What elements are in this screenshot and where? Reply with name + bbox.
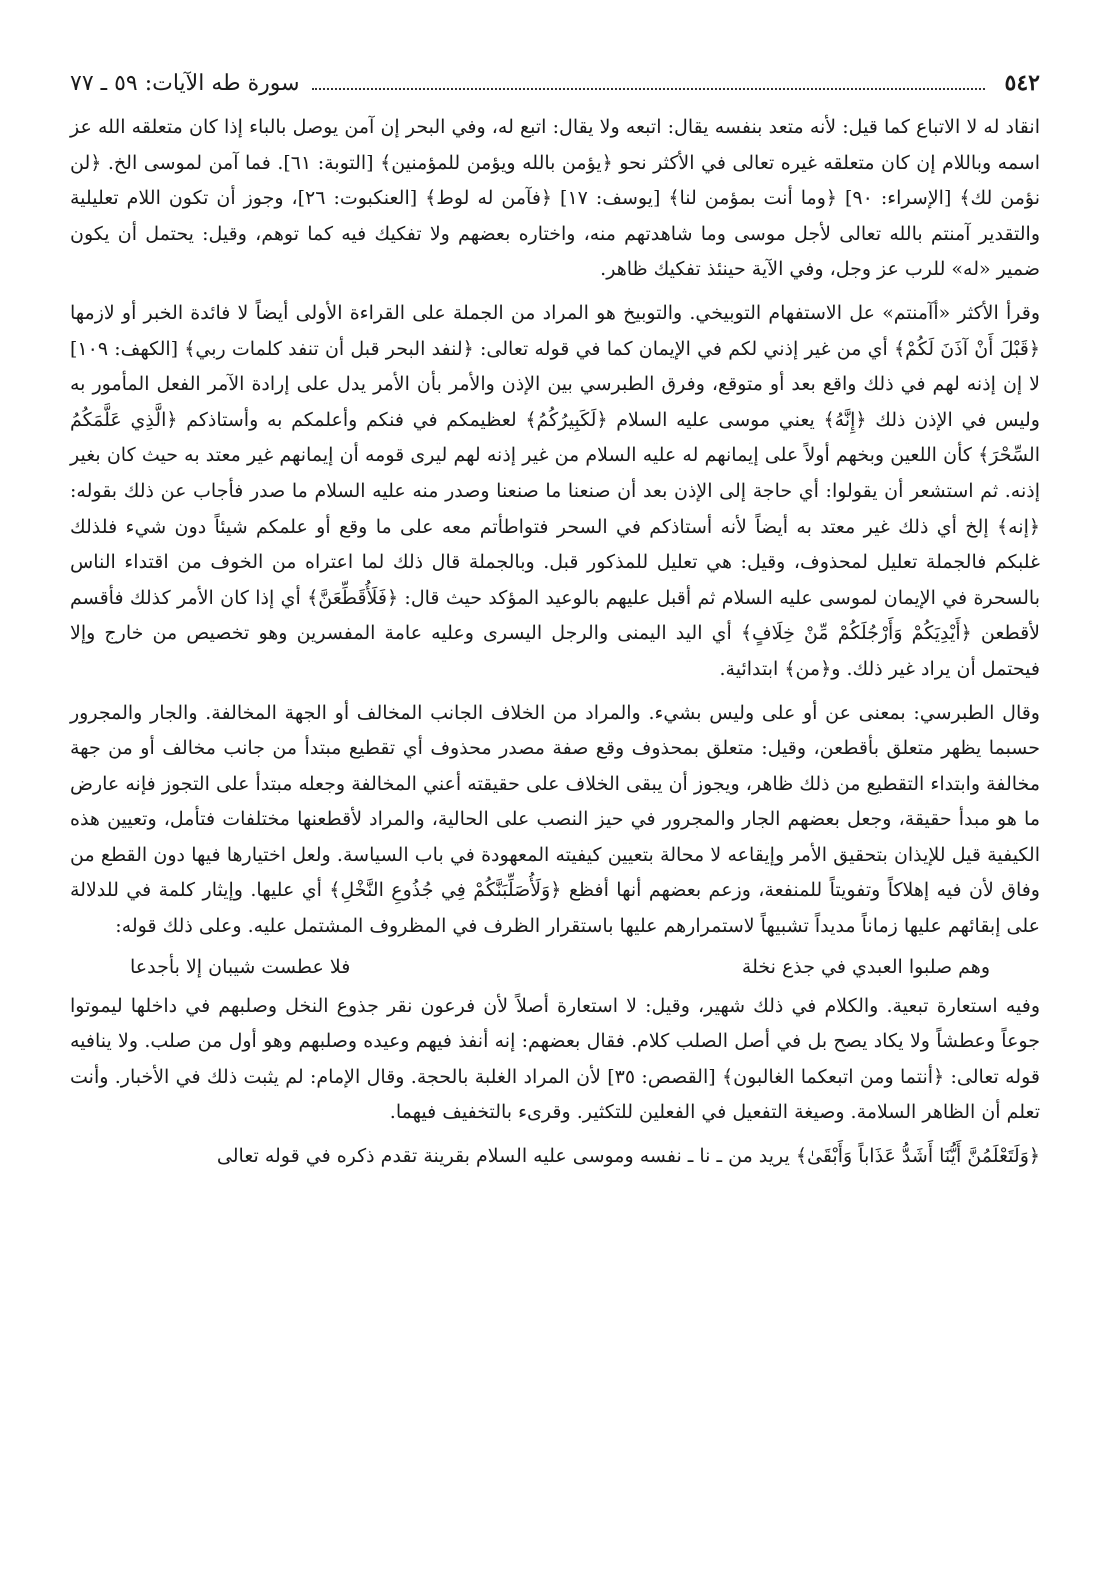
paragraph-2: وقرأ الأكثر «أآمنتم» عل الاستفهام التوبيخي. والتوبيخ هو المراد من الجملة على القراءة الأولى أيضاً لا فائدة الخبر أو لازمها ﴿قَبْلَ أَنْ آذَنَ لَكُمْ﴾ أي من غير إذني لكم في الإيمان كما في قوله تعالى: ﴿لنفد البحر قبل أن تنفد كلمات ربي﴾ [الكهف: ١٠٩] لا إن إذنه لهم في ذلك واقع بعد أو متوقع، وفرق الطبرسي بين الإذن والأمر بأن الأمر يدل على إرادة الآمر الفعل المأمور به وليس في الإذن ذلك ﴿إِنَّهُ﴾ يعني موسى عليه السلام ﴿لَكَبِيرُكُمُ﴾ لعظيمكم في فنكم وأعلمكم به وأستاذكم ﴿الَّذِي عَلَّمَكُمُ السِّحْرَ﴾ كأن اللعين وبخهم أولاً على إيمانهم له عليه السلام من غير إذنه لهم ليرى قومه أن إيمانهم غير معتد به حيث كان بغير إذنه. ثم استشعر أن يقولوا: أي حاجة إلى الإذن بعد أن صنعنا ما صنعنا وصدر منه عليه السلام ما صدر فأجاب عن ذلك بقوله: ﴿إنه﴾ إلخ أي ذلك غير معتد به أيضاً لأنه أستاذكم في السحر فتواطأتم معه على ما وقع أو علمكم شيئاً دون شيء فلذلك غلبكم فالجملة تعليل لمحذوف، وقيل: هي تعليل للمذكور قبل. وبالجملة قال ذلك لما اعتراه من الخوف من اقتداء الناس بالسحرة في الإيمان لموسى عليه السلام ثم أقبل عليهم بالوعيد المؤكد حيث قال: ﴿فَلَأُقَطِّعَنَّ﴾ أي إذا كان الأمر كذلك فأقسم لأقطعن ﴿أَيْدِيَكُمْ وَأَرْجُلَكُمْ مِّنْ خِلَافٍ﴾ أي اليد اليمنى والرجل اليسرى وعليه عامة المفسرين وهو تخصيص من خارج وإلا فيحتمل أن يراد غير ذلك. و﴿من﴾ ابتدائية. xyxy=(70,301,1040,680)
page-number: ٥٤٢ xyxy=(1004,70,1040,96)
surah-title: سورة طه الآيات: ٥٩ ـ ٧٧ xyxy=(70,71,300,96)
paragraph-1: انقاد له لا الاتباع كما قيل: لأنه متعد بنفسه يقال: اتبعه ولا يقال: اتبع له، وفي البحر إن آمن يوصل بالباء إذا كان متعلقه الله عز اسمه وباللام إن كان متعلقه غيره تعالى في الأكثر نحو ﴿يؤمن بالله ويؤمن للمؤمنين﴾ [التوبة: ٦١]. فما آمن لموسى الخ. ﴿لن نؤمن لك﴾ [الإسراء: ٩٠] ﴿وما أنت بمؤمن لنا﴾ [يوسف: ١٧] ﴿فآمن له لوط﴾ [العنكبوت: ٢٦]، وجوز أن تكون اللام تعليلية والتقدير آمنتم بالله تعالى لأجل موسى وما شاهدتهم منه، واختاره بعضهم ولا تفكيك فيه كما توهم، وقيل: يحتمل أن يكون ضمير «له» للرب عز وجل، وفي الآية حينئذ تفكيك ظاهر. xyxy=(70,116,1041,281)
paragraph-4: وفيه استعارة تبعية. والكلام في ذلك شهير، وقيل: لا استعارة أصلاً لأن فرعون نقر جذوع النخل وصلبهم في داخلها ليموتوا جوعاً وعطشاً ولا يكاد يصح بل في أصل الصلب كلام. فقال بعضهم: إنه أنفذ فيهم وعيده وصلبهم وهو أول من صلب. ولا ينافيه قوله تعالى: ﴿أنتما ومن اتبعكما الغالبون﴾ [القصص: ٣٥] لأن المراد الغلبة بالحجة. وقال الإمام: لم يثبت ذلك في الأخبار. وأنت تعلم أن الظاهر السلامة. وصيغة التفعيل في الفعلين للتكثير. وقرىء بالتخفيف فيهما. xyxy=(70,994,1040,1124)
paragraph-5: ﴿وَلَتَعْلَمُنَّ أَيُّنَا أَشَدُّ عَذَاباً وَأَبْقَىٰ﴾ يريد من ـ نا ـ نفسه وموسى عليه السلام بقرينة تقدم ذكره في قوله تعالى xyxy=(216,1145,1040,1168)
poetry-verse xyxy=(70,945,1040,989)
book-page xyxy=(70,70,1040,1560)
paragraph-3: وقال الطبرسي: بمعنى عن أو على وليس بشيء. والمراد من الخلاف الجانب المخالف أو الجهة المخالفة. والجار والمجرور حسبما يظهر متعلق بأقطعن، وقيل: متعلق بمحذوف وقع صفة مصدر محذوف أي تقطيع مبتدأ من جانب مخالف أو من جهة مخالفة وابتداء التقطيع من ذلك ظاهر، ويجوز أن يبقى الخلاف على حقيقته أعني المخالفة وجعله مبتدأ على التجوز فإنه عارض ما هو مبدأ حقيقة، وجعل بعضهم الجار والمجرور في حيز النصب على الحالية، والمراد لأقطعنها مختلفات فتأمل، وتعيين هذه الكيفية قيل للإيذان بتحقيق الأمر وإيقاعه لا محالة بتعيين كيفيته المعهودة في باب السياسة. ولعل اختيارها فيها دون القطع من وفاق لأن فيه إهلاكاً وتفويتاً للمنفعة، وزعم بعضهم أنها أفظع ﴿وَلَأُصَلِّبَنَّكُمْ فِي جُذُوعِ النَّخْلِ﴾ أي عليها. وإيثار كلمة في للدلالة على إبقائهم عليها زماناً مديداً تشبيهاً لاستمرارهم عليها باستقرار الظرف في المظروف المشتمل عليه. وعلى ذلك قوله: xyxy=(70,701,1040,938)
page-header xyxy=(70,70,1040,110)
verse-first-hemistich: وهم صلبوا العبدي في جذع نخلة xyxy=(741,955,990,978)
header-dotted-leader xyxy=(312,88,985,90)
verse-second-hemistich: فلا عطست شيبان إلا بأجدعا xyxy=(130,955,351,978)
